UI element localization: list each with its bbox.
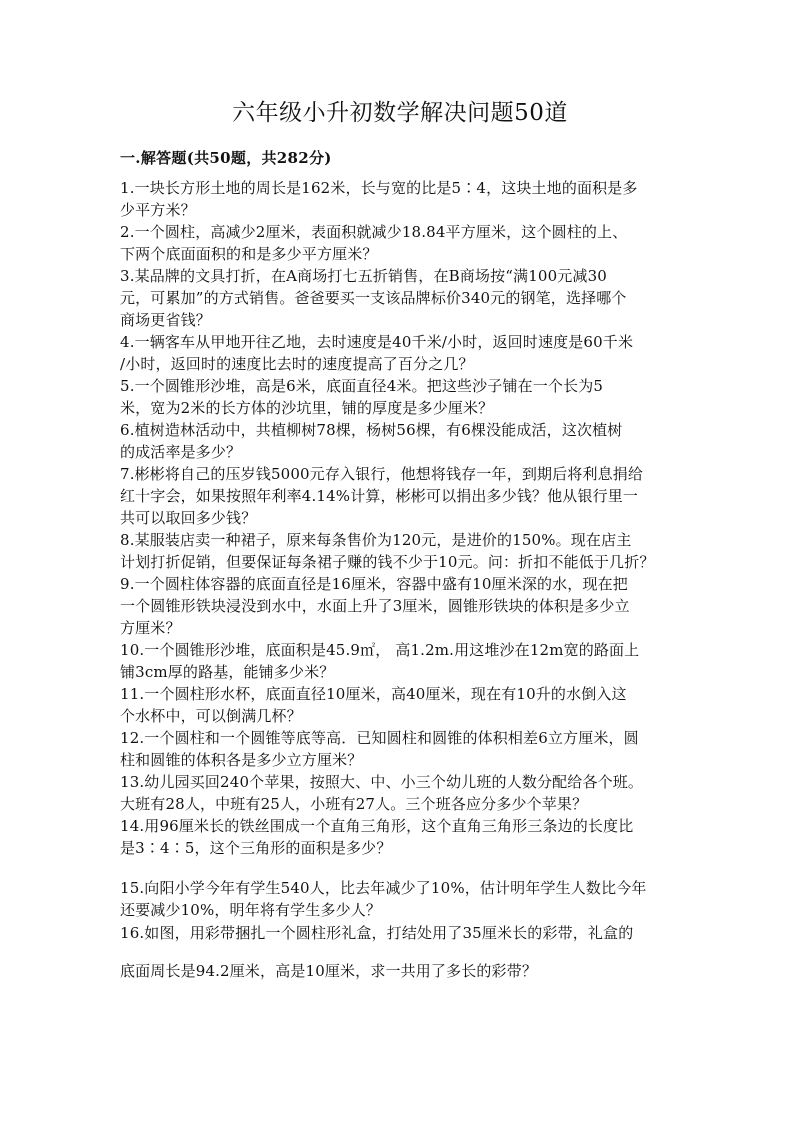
question-line: 还要减少10%，明年将有学生多少人？ — [120, 901, 382, 919]
question-line: 9.一个圆柱体容器的底面直径是16厘米，容器中盛有10厘米深的水，现在把 — [120, 575, 628, 593]
question-line: 2.一个圆柱，高减少2厘米，表面积就减少18.84平方厘米，这个圆柱的上、 — [120, 223, 628, 241]
question-line: 11.一个圆柱形水杯，底面直径10厘米，高40厘米，现在有10升的水倒入这 — [120, 685, 627, 703]
question-line: 的成活率是多少？ — [120, 443, 242, 461]
question-line: 共可以取回多少钱？ — [120, 509, 257, 527]
question-line: 是3∶4∶5，这个三角形的面积是多少？ — [120, 839, 392, 857]
question-line: 少平方米？ — [120, 201, 196, 219]
question-line: 元，可累加”的方式销售。爸爸要买一支该品牌标价340元的钢笔，选择哪个 — [120, 289, 627, 307]
question-line: 计划打折促销，但要保证每条裙子赚的钱不少于10元。问：折扣不能低于几折？ — [120, 553, 655, 571]
question-line: 下两个底面面积的和是多少平方厘米？ — [120, 245, 378, 263]
page-title: 六年级小升初数学解决问题50道 — [232, 100, 568, 126]
question-line: 铺3cm厚的路基，能铺多少米？ — [120, 663, 335, 681]
question-line: 1.一块长方形土地的周长是162米，长与宽的比是5∶4，这块土地的面积是多 — [120, 179, 638, 197]
question-line: 7.彬彬将自己的压岁钱5000元存入银行，他想将钱存一年，到期后将利息捐给 — [120, 465, 644, 483]
question-line: 一个圆锥形铁块浸没到水中，水面上升了3厘米，圆锥形铁块的体积是多少立 — [120, 597, 630, 615]
question-line: 柱和圆锥的体积各是多少立方厘米？ — [120, 751, 363, 769]
question-line: 10.一个圆锥形沙堆，底面积是45.9㎡， 高1.2m.用这堆沙在12m宽的路面上 — [120, 641, 640, 659]
question-line: 3.某品牌的文具打折，在A商场打七五折销售，在B商场按“满100元减30 — [120, 267, 607, 285]
question-line: 16.如图，用彩带捆扎一个圆柱形礼盒，打结处用了35厘米长的彩带，礼盒的 — [120, 924, 634, 942]
question-line: 个水杯中，可以倒满几杯？ — [120, 707, 302, 725]
section-heading: 一.解答题(共50题，共282分) — [120, 149, 332, 167]
question-line: /小时，返回时的速度比去时的速度提高了百分之几？ — [120, 355, 474, 373]
question-line: 大班有28人，中班有25人，小班有27人。三个班各应分多少个苹果？ — [120, 795, 588, 813]
question-line: 12.一个圆柱和一个圆锥等底等高．已知圆柱和圆锥的体积相差6立方厘米，圆 — [120, 729, 639, 747]
question-line: 底面周长是94.2厘米，高是10厘米，求一共用了多长的彩带？ — [120, 962, 537, 980]
question-line: 商场更省钱？ — [120, 311, 211, 329]
question-line: 4.一辆客车从甲地开往乙地，去时速度是40千米/小时，返回时速度是60千米 — [120, 333, 634, 351]
question-line: 8.某服装店卖一种裙子，原来每条售价为120元，是进价的150%。现在店主 — [120, 531, 632, 549]
question-line: 14.用96厘米长的铁丝围成一个直角三角形，这个直角三角形三条边的长度比 — [120, 817, 634, 835]
question-line: 6.植树造林活动中，共植柳树78棵，杨树56棵，有6棵没能成活，这次植树 — [120, 421, 623, 439]
question-line: 5.一个圆锥形沙堆，高是6米，底面直径4米。把这些沙子铺在一个长为5 — [120, 377, 604, 395]
question-line: 米，宽为2米的长方体的沙坑里，铺的厚度是多少厘米？ — [120, 399, 494, 417]
question-line: 15.向阳小学今年有学生540人，比去年减少了10%，估计明年学生人数比今年 — [120, 879, 647, 897]
question-line: 方厘米？ — [120, 619, 181, 637]
question-line: 13.幼儿园买回240个苹果，按照大、中、小三个幼儿班的人数分配给各个班。 — [120, 773, 644, 791]
question-line: 红十字会，如果按照年利率4.14%计算，彬彬可以捐出多少钱？他从银行里一 — [120, 487, 639, 505]
